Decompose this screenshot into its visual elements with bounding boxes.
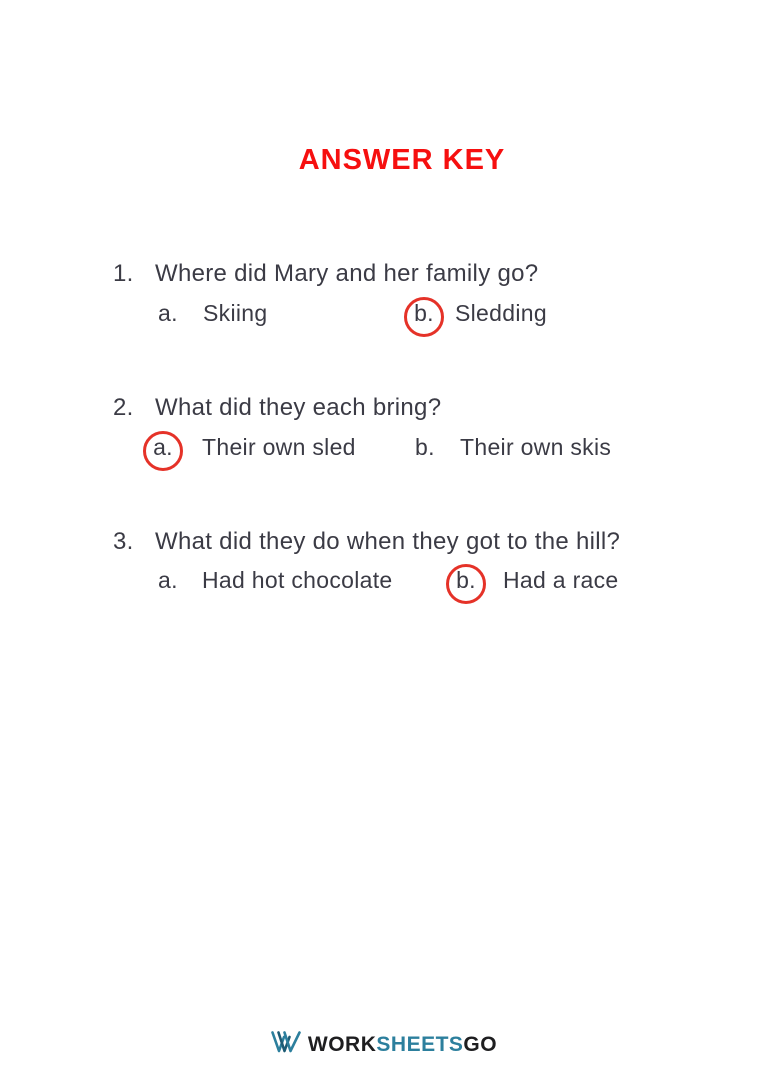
question-1-text: Where did Mary and her family go? — [155, 260, 539, 287]
option-a-letter: a. — [158, 567, 178, 593]
question-2-text: What did they each bring? — [155, 394, 442, 421]
question-3-text: What did they do when they got to the hill? — [155, 528, 621, 555]
logo-word-sheets: SHEETS — [376, 1032, 464, 1056]
option-a-letter: a. — [153, 434, 173, 460]
question-1-options — [0, 297, 768, 329]
question-1-number: 1. — [113, 260, 134, 287]
red-circle-annotation — [446, 564, 486, 604]
worksheetsgo-logo — [0, 1031, 768, 1058]
option-b-text: Sledding — [455, 300, 547, 326]
option-a-text: Skiing — [203, 300, 268, 326]
worksheetsgo-wordmark — [308, 1033, 497, 1057]
option-a-text: Their own sled — [202, 434, 356, 460]
question-2-number: 2. — [113, 394, 134, 421]
red-circle-annotation — [404, 297, 444, 337]
option-b-letter: b. — [456, 567, 476, 593]
option-b-text: Had a race — [503, 567, 619, 593]
logo-word-go: GO — [463, 1032, 498, 1056]
logo-word-work: WORK — [307, 1032, 377, 1056]
option-a-text: Had hot chocolate — [202, 567, 393, 593]
red-circle-annotation — [143, 431, 183, 471]
option-b-text: Their own skis — [460, 434, 612, 460]
question-2 — [0, 392, 768, 424]
page-title: ANSWER KEY — [298, 144, 506, 176]
worksheetsgo-w-icon — [271, 1031, 301, 1058]
option-b-letter: b. — [414, 300, 434, 326]
question-2-options — [0, 431, 768, 463]
option-b-letter: b. — [415, 434, 435, 460]
question-3 — [0, 526, 768, 558]
option-a-letter: a. — [158, 300, 178, 326]
question-3-options — [0, 564, 768, 596]
question-1 — [0, 258, 768, 290]
question-3-number: 3. — [113, 528, 134, 555]
